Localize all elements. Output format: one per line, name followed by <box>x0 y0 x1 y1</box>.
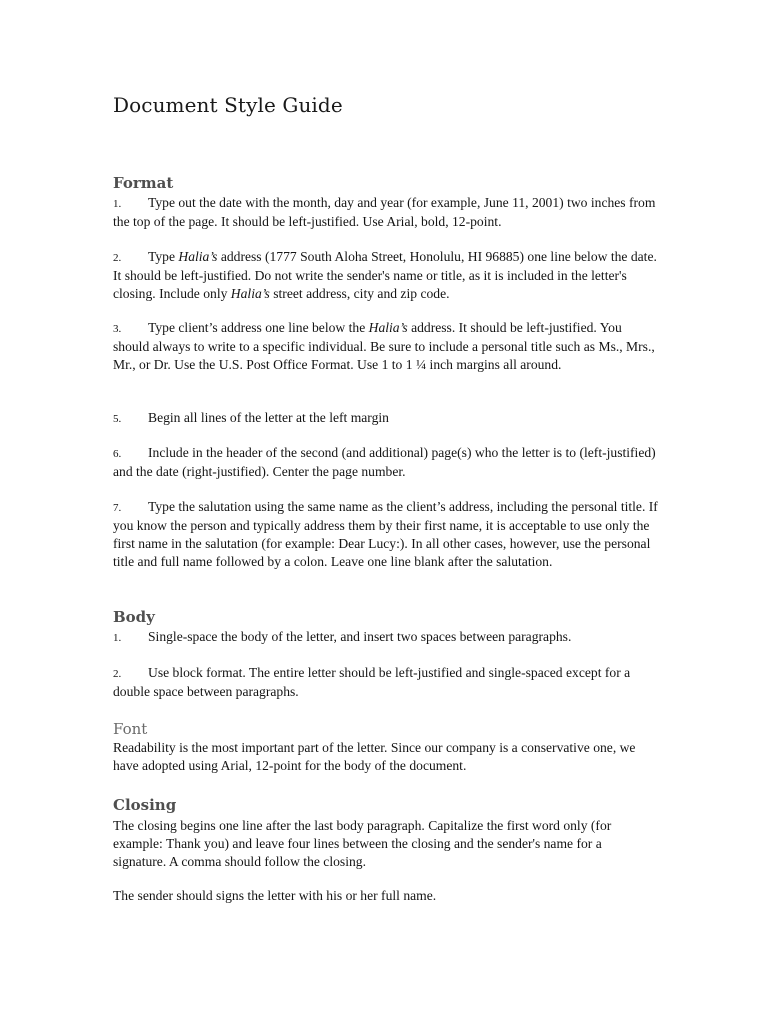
font-heading: Font <box>113 720 148 738</box>
item-text: Type the salutation using the same name as the client’s address, including the personal title. If you know the person and typically address them by their first name, it is acceptable to use only the first name in the salutation (for example: Dear Lucy:). In all other cases, however, use the personal title and full name followed by a colon. Leave one line blank after the salutation. <box>113 499 658 569</box>
body-heading: Body <box>113 608 155 626</box>
item-number: 3. <box>113 323 122 335</box>
format-item-1 <box>113 194 658 231</box>
font-paragraph: Readability is the most important part of the letter. Since our company is a conservative one, we have adopted using Arial, 12-point for the body of the document. <box>113 740 636 773</box>
company-name-emphasis: Halia’s <box>368 320 408 335</box>
format-item-7 <box>113 498 658 571</box>
item-text: Type client’s address one line below the <box>148 320 369 335</box>
body-item-1 <box>113 628 658 647</box>
item-number: 6. <box>113 448 122 460</box>
item-text: Type <box>148 249 179 264</box>
item-number: 5. <box>113 413 122 425</box>
closing-paragraph-1: The closing begins one line after the last body paragraph. Capitalize the first word only (for example: Thank you) and leave four lines between the closing and the sender's name for a signature. A comma should follow the closing. <box>113 818 612 869</box>
item-number: 2. <box>113 252 122 264</box>
closing-heading: Closing <box>113 796 177 814</box>
item-number: 1. <box>113 198 122 210</box>
company-name-emphasis: Halia’s <box>178 249 218 264</box>
document-title: Document Style Guide <box>113 93 343 117</box>
closing-paragraph-2: The sender should signs the letter with his or her full name. <box>113 888 437 903</box>
item-text: Type out the date with the month, day and year (for example, June 11, 2001) two inches from the top of the page. It should be left-justified. Use Arial, bold, 12-point. <box>113 195 656 229</box>
format-item-2 <box>113 248 658 303</box>
format-item-3 <box>113 319 658 374</box>
item-text: address. It should be left-justified. You should always to write to a specific individual. Be sure to include a personal title such as Ms., Mrs., Mr., or Dr. Use the U.S. Post Office Format. Use 1 to 1 ¼ inch margins all around. <box>113 320 655 372</box>
item-text: street address, city and zip code. <box>269 286 450 301</box>
format-item-5 <box>113 409 658 428</box>
format-item-6 <box>113 444 658 481</box>
format-heading: Format <box>113 174 174 192</box>
body-item-2 <box>113 664 658 701</box>
item-text: Include in the header of the second (and additional) page(s) who the letter is to (left-justified) and the date (right-justified). Center the page number. <box>113 445 656 479</box>
item-number: 2. <box>113 668 122 680</box>
item-text: Begin all lines of the letter at the left margin <box>148 410 389 425</box>
item-text: Use block format. The entire letter should be left-justified and single-spaced except for a double space between paragraphs. <box>113 665 631 699</box>
item-number: 1. <box>113 632 122 644</box>
item-text: address (1777 South Aloha Street, Honolulu, HI 96885) one line below the date. It should be left-justified. Do not write the sender's name or title, as it is included in the letter's closing. Include only <box>113 249 657 301</box>
company-name-emphasis: Halia’s <box>230 286 270 301</box>
item-number: 7. <box>113 502 122 514</box>
item-text: Single-space the body of the letter, and insert two spaces between paragraphs. <box>148 629 572 644</box>
